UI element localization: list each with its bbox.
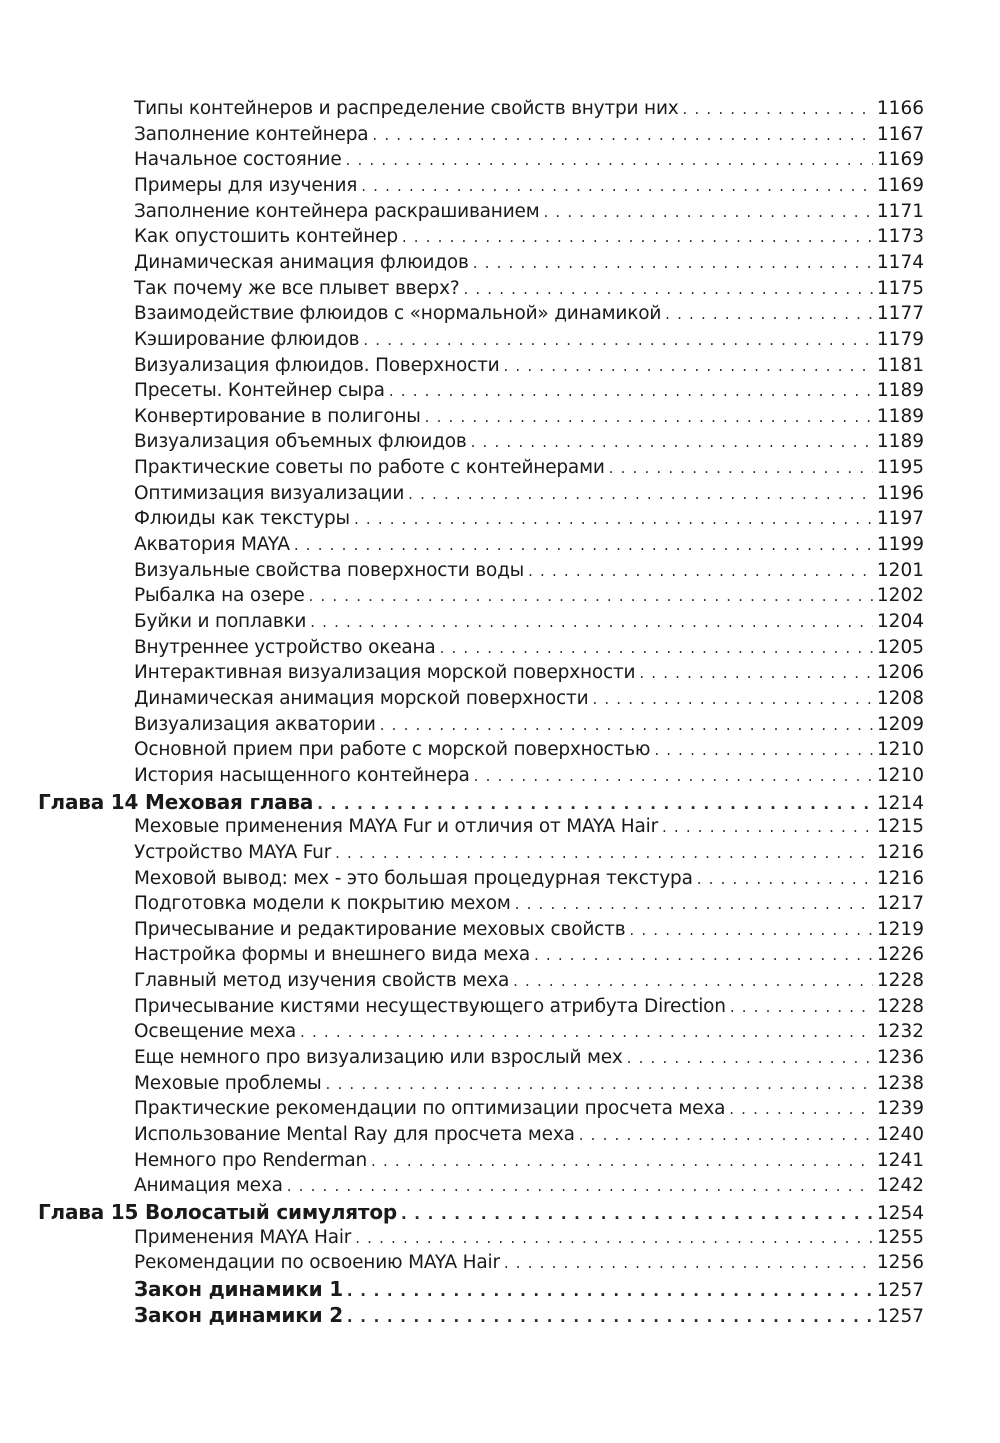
toc-entry-page-number: 1228 (876, 970, 924, 992)
toc-entry-title: Глава 15 Волосатый симулятор (38, 1200, 397, 1224)
toc-entry-page-number: 1228 (876, 995, 924, 1017)
dot-leader (592, 687, 872, 711)
toc-entry-title: Начальное состояние (134, 149, 342, 171)
toc-entry-page-number: 1217 (876, 893, 924, 915)
toc-entry-title: Примеры для изучения (134, 174, 358, 196)
toc-entry-page-number: 1189 (876, 405, 924, 427)
toc-entry (134, 1174, 924, 1198)
dot-leader (665, 302, 873, 326)
dot-leader (463, 277, 872, 301)
toc-entry-page-number: 1238 (876, 1072, 924, 1094)
toc-entry-page-number: 1255 (876, 1226, 924, 1248)
toc-entry (134, 1277, 924, 1301)
toc-entry (134, 1226, 924, 1250)
toc-entry-title: Визуальные свойства поверхности воды (134, 559, 525, 581)
toc-entry-title: Акватория MAYA (134, 534, 290, 555)
dot-leader (515, 892, 873, 916)
dot-leader (300, 1020, 873, 1044)
dot-leader (543, 200, 872, 224)
toc-entry (134, 1046, 924, 1070)
toc-entry (134, 738, 924, 762)
toc-entry-title: Заполнение контейнера раскрашиванием (134, 200, 540, 222)
toc-entry-title: Главный метод изучения свойств меха (134, 970, 510, 992)
toc-entry-title: Использование Mental Ray для просчета меха (134, 1124, 575, 1145)
toc-entry-page-number: 1195 (876, 457, 924, 479)
dot-leader (287, 1174, 873, 1198)
toc-entry-page-number: 1215 (876, 816, 924, 838)
toc-entry (134, 225, 924, 249)
dot-leader (347, 1279, 873, 1303)
toc-entry (134, 405, 924, 429)
dot-leader (326, 1072, 873, 1096)
toc-entry-title: Конвертирование в полигоны (134, 405, 421, 427)
toc-entry-page-number: 1173 (876, 226, 924, 248)
toc-entry-page-number: 1226 (876, 944, 924, 966)
dot-leader (380, 713, 873, 737)
toc-entry (134, 1020, 924, 1044)
toc-entry (134, 867, 924, 891)
dot-leader (440, 636, 873, 660)
dot-leader (361, 174, 873, 198)
dot-leader (471, 430, 873, 454)
toc-entry (134, 841, 924, 865)
dot-leader (629, 918, 872, 942)
dot-leader (730, 995, 873, 1019)
toc-entry-page-number: 1210 (876, 764, 924, 786)
dot-leader (504, 1251, 873, 1275)
toc-entry-title: Кэширование флюидов (134, 328, 360, 350)
toc-entry-page-number: 1232 (876, 1021, 924, 1043)
dot-leader (294, 533, 873, 557)
dot-leader (662, 815, 873, 839)
dot-leader (697, 867, 873, 891)
dot-leader (408, 482, 873, 506)
toc-entry-page-number: 1204 (876, 611, 924, 632)
toc-entry (134, 148, 924, 172)
toc-entry (134, 713, 924, 737)
toc-entry (134, 1303, 924, 1327)
toc-entry-page-number: 1236 (876, 1047, 924, 1068)
toc-entry-page-number: 1169 (876, 174, 924, 196)
dot-leader (389, 379, 873, 403)
dot-leader (425, 405, 873, 429)
dot-leader (474, 764, 873, 788)
toc-entry-page-number: 1257 (876, 1305, 924, 1327)
toc-entry-title: Меховые применения MAYA Fur и отличия от MAYA Hair (134, 816, 658, 838)
toc-entry-page-number: 1199 (876, 534, 924, 555)
toc-entry (134, 1149, 924, 1173)
toc-entry-page-number: 1240 (876, 1124, 924, 1145)
toc-entry (134, 354, 924, 378)
toc-entry-page-number: 1214 (876, 792, 924, 814)
toc-entry-page-number: 1242 (876, 1175, 924, 1197)
toc-entry (134, 482, 924, 506)
toc-entry (134, 328, 924, 352)
toc-entry-page-number: 1208 (876, 687, 924, 709)
toc-entry-title: Как опустошить контейнер (134, 226, 398, 248)
dot-leader (355, 1226, 873, 1250)
toc-entry (134, 687, 924, 711)
toc-entry-title: Флюиды как текстуры (134, 508, 350, 530)
toc-entry (134, 379, 924, 403)
toc-entry-title: Динамическая анимация морской поверхности (134, 687, 589, 709)
toc-entry-page-number: 1179 (876, 328, 924, 350)
toc-entry (134, 533, 924, 557)
toc-entry-title: Немного про Renderman (134, 1149, 368, 1171)
toc-entry-title: Практические рекомендации по оптимизации просчета меха (134, 1098, 726, 1120)
toc-entry (134, 456, 924, 480)
toc-entry-title: Причесывание и редактирование меховых свойств (134, 918, 626, 940)
toc-entry (134, 969, 924, 993)
dot-leader (609, 456, 873, 480)
toc-entry-title: Динамическая анимация флюидов (134, 251, 469, 273)
toc-entry-title: Пресеты. Контейнер сыра (134, 380, 385, 402)
toc-entry-title: Типы контейнеров и распределение свойств внутри них (134, 98, 679, 119)
dot-leader (335, 841, 873, 865)
dot-leader (513, 969, 873, 993)
toc-entry-page-number: 1169 (876, 149, 924, 171)
toc-entry-title: Заполнение контейнера (134, 123, 369, 145)
toc-entry-page-number: 1201 (876, 559, 924, 581)
toc-entry (134, 277, 924, 301)
toc-entry-title: Визуализация объемных флюидов (134, 431, 467, 453)
dot-leader (579, 1123, 873, 1147)
toc-entry-title: Применения MAYA Hair (134, 1226, 352, 1248)
toc-entry-page-number: 1219 (876, 918, 924, 940)
toc-entry-title: Основной прием при работе с морской поверхностью (134, 739, 651, 761)
toc-entry-title: Глава 14 Меховая глава (38, 789, 314, 814)
toc-entry-title: Причесывание кистями несуществующего атрибута Direction (134, 995, 726, 1017)
dot-leader (683, 97, 873, 121)
toc-entry-page-number: 1189 (876, 380, 924, 402)
toc-entry (134, 174, 924, 198)
toc-entry (134, 1097, 924, 1121)
toc-entry-title: Визуализация акватории (134, 713, 376, 735)
toc-entry-page-number: 1166 (876, 98, 924, 119)
toc-entry (134, 1251, 924, 1275)
toc-entry-title: Закон динамики 1 (134, 1276, 343, 1301)
toc-entry-page-number: 1256 (876, 1252, 924, 1274)
dot-leader (372, 123, 872, 147)
toc-entry (134, 636, 924, 660)
toc-entry-page-number: 1254 (876, 1203, 924, 1224)
toc-entry-page-number: 1196 (876, 482, 924, 504)
toc-entry-title: Закон динамики 2 (134, 1302, 343, 1327)
toc-entry (134, 1123, 924, 1147)
dot-leader (309, 584, 873, 608)
dot-leader (627, 1046, 873, 1070)
toc-entry-title: Меховой вывод: мех - это большая процедурная текстура (134, 867, 693, 889)
toc-entry-page-number: 1167 (876, 123, 924, 145)
dot-leader (534, 943, 873, 967)
toc-entry-title: Еще немного про визуализацию или взрослый мех (134, 1047, 623, 1068)
toc-entry (134, 302, 924, 326)
toc-entry-page-number: 1239 (876, 1098, 924, 1120)
toc-entry-title: Рекомендации по освоению MAYA Hair (134, 1252, 500, 1274)
dot-leader (402, 225, 873, 249)
toc-entry (134, 995, 924, 1019)
toc-entry-page-number: 1177 (876, 303, 924, 325)
toc-entry-title: Оптимизация визуализации (134, 482, 405, 504)
toc-entry-page-number: 1202 (876, 585, 924, 607)
toc-entry (134, 123, 924, 147)
dot-leader (371, 1149, 873, 1173)
toc-entry-page-number: 1197 (876, 508, 924, 530)
dot-leader (347, 1305, 873, 1329)
toc-entry-page-number: 1209 (876, 713, 924, 735)
toc-entry-title: Практические советы по работе с контейнерами (134, 457, 605, 479)
dot-leader (473, 251, 873, 275)
dot-leader (654, 738, 873, 762)
toc-entry-title: Устройство MAYA Fur (134, 841, 332, 863)
toc-entry-page-number: 1189 (876, 431, 924, 453)
toc-chapter-entry (38, 790, 924, 814)
toc-entry-title: Взаимодействие флюидов с «нормальной» динамикой (134, 303, 662, 325)
toc-entry (134, 892, 924, 916)
dot-leader (729, 1097, 873, 1121)
dot-leader (401, 1202, 873, 1226)
toc-entry-page-number: 1205 (876, 636, 924, 658)
dot-leader (363, 328, 873, 352)
toc-entry (134, 251, 924, 275)
toc-entry-title: Подготовка модели к покрытию мехом (134, 893, 511, 915)
dot-leader (346, 148, 873, 172)
toc-entry (134, 200, 924, 224)
toc-entry (134, 918, 924, 942)
toc-entry (134, 430, 924, 454)
toc-entry-title: Освещение меха (134, 1021, 297, 1043)
toc-entry-title: Внутреннее устройство океана (134, 636, 436, 658)
toc-entry-title: История насыщенного контейнера (134, 764, 470, 786)
toc-entry-title: Интерактивная визуализация морской поверхности (134, 662, 636, 684)
dot-leader (639, 661, 873, 685)
toc-entry (134, 943, 924, 967)
toc-entry-title: Рыбалка на озере (134, 585, 305, 607)
dot-leader (504, 354, 873, 378)
toc-entry (134, 1072, 924, 1096)
toc-entry-page-number: 1181 (876, 354, 924, 376)
toc-entry (134, 661, 924, 685)
toc-entry (134, 610, 924, 634)
toc-entry-page-number: 1174 (876, 251, 924, 273)
dot-leader (317, 792, 873, 816)
dot-leader (354, 507, 873, 531)
toc-entry-page-number: 1206 (876, 662, 924, 684)
toc-entry-page-number: 1257 (876, 1279, 924, 1301)
toc-entry-title: Меховые проблемы (134, 1072, 322, 1094)
toc-entry (134, 507, 924, 531)
toc-entry-title: Настройка формы и внешнего вида меха (134, 944, 530, 966)
toc-entry (134, 764, 924, 788)
toc-entry (134, 559, 924, 583)
dot-leader (528, 559, 873, 583)
toc-chapter-entry (38, 1200, 924, 1224)
toc-entry (134, 584, 924, 608)
toc-entry-title: Буйки и поплавки (134, 611, 307, 632)
toc-entry-page-number: 1175 (876, 277, 924, 299)
toc-entry-title: Анимация меха (134, 1175, 283, 1197)
toc-entry-page-number: 1210 (876, 739, 924, 761)
toc-entry (134, 97, 924, 121)
toc-entry-page-number: 1241 (876, 1149, 924, 1171)
toc-entry-page-number: 1216 (876, 867, 924, 889)
toc-entry-page-number: 1216 (876, 841, 924, 863)
toc-entry-title: Визуализация флюидов. Поверхности (134, 354, 500, 376)
toc-entry-title: Так почему же все плывет вверх? (134, 277, 460, 299)
toc-entry-page-number: 1171 (876, 200, 924, 222)
dot-leader (310, 610, 873, 634)
toc-entry (134, 815, 924, 839)
